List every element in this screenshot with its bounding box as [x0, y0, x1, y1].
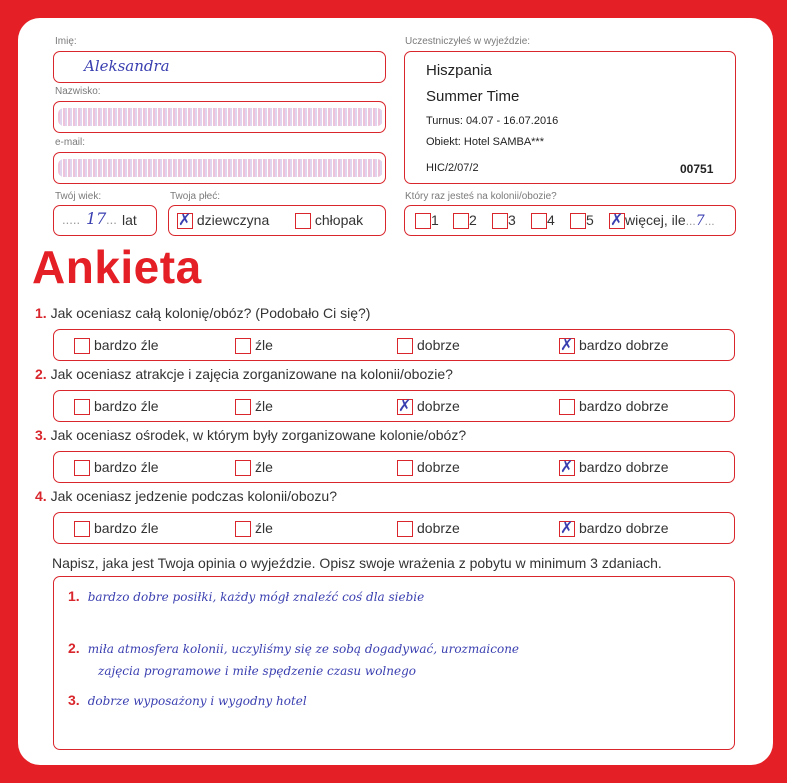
- times-more-value: 7: [695, 213, 705, 229]
- question-2-option-3[interactable]: [397, 398, 460, 415]
- trip-turnus: Turnus: 04.07 - 16.07.2016: [426, 115, 559, 127]
- rating-checkbox[interactable]: [235, 521, 251, 537]
- times-3-checkbox[interactable]: [492, 213, 508, 229]
- opinion-number: 2.: [68, 640, 80, 656]
- question-text: Jak oceniasz jedzenie podczas kolonii/obozu?: [50, 488, 337, 504]
- times-option-5[interactable]: 5: [570, 212, 594, 229]
- rating-checkbox[interactable]: [397, 399, 413, 415]
- question-2-option-1[interactable]: [74, 398, 159, 415]
- opinion-line: [68, 588, 424, 604]
- rating-label: źle: [255, 520, 273, 536]
- question-1-option-4[interactable]: [559, 337, 669, 354]
- rating-checkbox[interactable]: [74, 460, 90, 476]
- opinion-text: zajęcia programowe i miłe spędzenie czasu wolnego: [98, 664, 417, 678]
- question-text: Jak oceniasz ośrodek, w którym były zorganizowane kolonie/obóz?: [50, 427, 467, 443]
- rating-checkbox[interactable]: [559, 399, 575, 415]
- rating-checkbox[interactable]: [559, 521, 575, 537]
- gender-label: Twoja płeć:: [170, 191, 221, 202]
- opinion-line: [68, 692, 307, 708]
- question-3-options: [53, 451, 735, 483]
- rating-checkbox[interactable]: [74, 521, 90, 537]
- question-text: Jak oceniasz całą kolonię/obóz? (Podobało Ci się?): [50, 305, 371, 321]
- question-3-option-1[interactable]: [74, 459, 159, 476]
- times-more-checkbox[interactable]: [609, 213, 625, 229]
- rating-label: bardzo źle: [94, 520, 159, 536]
- question-2: [35, 366, 453, 382]
- gender-girl-checkbox[interactable]: [177, 213, 193, 229]
- question-3: [35, 427, 466, 443]
- question-1-option-3[interactable]: [397, 337, 460, 354]
- question-4-option-1[interactable]: [74, 520, 159, 537]
- question-4-option-3[interactable]: [397, 520, 460, 537]
- rating-label: bardzo dobrze: [579, 520, 669, 536]
- times-field: [404, 205, 736, 236]
- rating-checkbox[interactable]: [559, 338, 575, 354]
- times-option-4[interactable]: 4: [531, 212, 555, 229]
- question-4: [35, 488, 337, 504]
- first-name-label: Imię:: [55, 36, 77, 47]
- times-option-2[interactable]: 2: [453, 212, 477, 229]
- question-4-option-2[interactable]: [235, 520, 273, 537]
- times-4-checkbox[interactable]: [531, 213, 547, 229]
- question-1-option-2[interactable]: [235, 337, 273, 354]
- age-field[interactable]: [53, 205, 157, 236]
- question-number: 4.: [35, 488, 47, 504]
- survey-title: Ankieta: [32, 241, 202, 293]
- question-2-option-2[interactable]: [235, 398, 273, 415]
- question-2-option-4[interactable]: [559, 398, 669, 415]
- question-1-options: [53, 329, 735, 361]
- rating-checkbox[interactable]: [74, 338, 90, 354]
- opinion-text: dobrze wyposażony i wygodny hotel: [87, 694, 307, 708]
- rating-checkbox[interactable]: [235, 460, 251, 476]
- question-3-option-4[interactable]: [559, 459, 669, 476]
- opinion-line: [98, 664, 416, 678]
- opinion-line: [68, 640, 519, 656]
- first-name-field[interactable]: [53, 51, 386, 83]
- gender-option-boy[interactable]: chłopak: [295, 212, 363, 229]
- opinion-number: 3.: [68, 692, 80, 708]
- rating-label: bardzo dobrze: [579, 398, 669, 414]
- trip-code: HIC/2/07/2: [426, 162, 479, 174]
- age-unit: lat: [122, 212, 137, 228]
- times-label: Który raz jesteś na kolonii/obozie?: [405, 191, 557, 202]
- times-option-more[interactable]: ✗ więcej, ile...7...: [609, 212, 715, 229]
- age-value: 17: [86, 209, 107, 228]
- email-label: e-mail:: [55, 137, 86, 148]
- rating-label: bardzo źle: [94, 398, 159, 414]
- rating-checkbox[interactable]: [397, 460, 413, 476]
- trip-obiekt: Obiekt: Hotel SAMBA***: [426, 136, 544, 148]
- rating-label: dobrze: [417, 459, 460, 475]
- question-text: Jak oceniasz atrakcje i zajęcia zorganizowane na kolonii/obozie?: [50, 366, 453, 382]
- question-1: [35, 305, 370, 321]
- surname-label: Nazwisko:: [55, 86, 101, 97]
- times-5-checkbox[interactable]: [570, 213, 586, 229]
- trip-label: Uczestniczyłeś w wyjeździe:: [405, 36, 531, 47]
- rating-label: źle: [255, 398, 273, 414]
- question-1-option-1[interactable]: [74, 337, 159, 354]
- opinion-text: miła atmosfera kolonii, uczyliśmy się ze sobą dogadywać, urozmaicone: [87, 642, 520, 656]
- times-2-checkbox[interactable]: [453, 213, 469, 229]
- rating-label: źle: [255, 459, 273, 475]
- times-1-checkbox[interactable]: [415, 213, 431, 229]
- gender-field: [168, 205, 386, 236]
- rating-checkbox[interactable]: [559, 460, 575, 476]
- email-redacted: [58, 159, 383, 177]
- question-number: 2.: [35, 366, 47, 382]
- opinion-text: bardzo dobre posiłki, każdy mógł znaleźć coś dla siebie: [87, 590, 425, 604]
- question-3-option-2[interactable]: [235, 459, 273, 476]
- surname-redacted: [58, 108, 383, 126]
- rating-label: bardzo źle: [94, 459, 159, 475]
- opinion-prompt: Napisz, jaka jest Twoja opinia o wyjeździe. Opisz swoje wrażenia z pobytu w minimum 3 zdaniach.: [52, 555, 662, 571]
- rating-label: bardzo źle: [94, 337, 159, 353]
- question-2-options: [53, 390, 735, 422]
- age-label: Twój wiek:: [55, 191, 102, 202]
- rating-label: dobrze: [417, 398, 460, 414]
- rating-checkbox[interactable]: [235, 338, 251, 354]
- times-option-1[interactable]: 1: [415, 212, 439, 229]
- rating-checkbox[interactable]: [397, 338, 413, 354]
- question-number: 3.: [35, 427, 47, 443]
- rating-label: dobrze: [417, 337, 460, 353]
- age-dots-left: .....: [62, 212, 81, 227]
- question-4-options: [53, 512, 735, 544]
- rating-label: bardzo dobrze: [579, 459, 669, 475]
- trip-number: 00751: [680, 162, 714, 176]
- trip-info-box: [404, 51, 736, 184]
- rating-checkbox[interactable]: [74, 399, 90, 415]
- rating-checkbox[interactable]: [235, 399, 251, 415]
- times-option-3[interactable]: 3: [492, 212, 516, 229]
- gender-option-girl[interactable]: ✗ dziewczyna: [177, 212, 269, 229]
- trip-country: Hiszpania: [426, 62, 492, 79]
- rating-label: bardzo dobrze: [579, 337, 669, 353]
- question-4-option-4[interactable]: [559, 520, 669, 537]
- age-dots-right: ...: [106, 212, 117, 227]
- gender-boy-checkbox[interactable]: [295, 213, 311, 229]
- rating-label: źle: [255, 337, 273, 353]
- first-name-value: Aleksandra: [84, 57, 170, 75]
- opinion-number: 1.: [68, 588, 80, 604]
- rating-label: dobrze: [417, 520, 460, 536]
- question-number: 1.: [35, 305, 47, 321]
- rating-checkbox[interactable]: [397, 521, 413, 537]
- question-3-option-3[interactable]: [397, 459, 460, 476]
- trip-program: Summer Time: [426, 88, 520, 105]
